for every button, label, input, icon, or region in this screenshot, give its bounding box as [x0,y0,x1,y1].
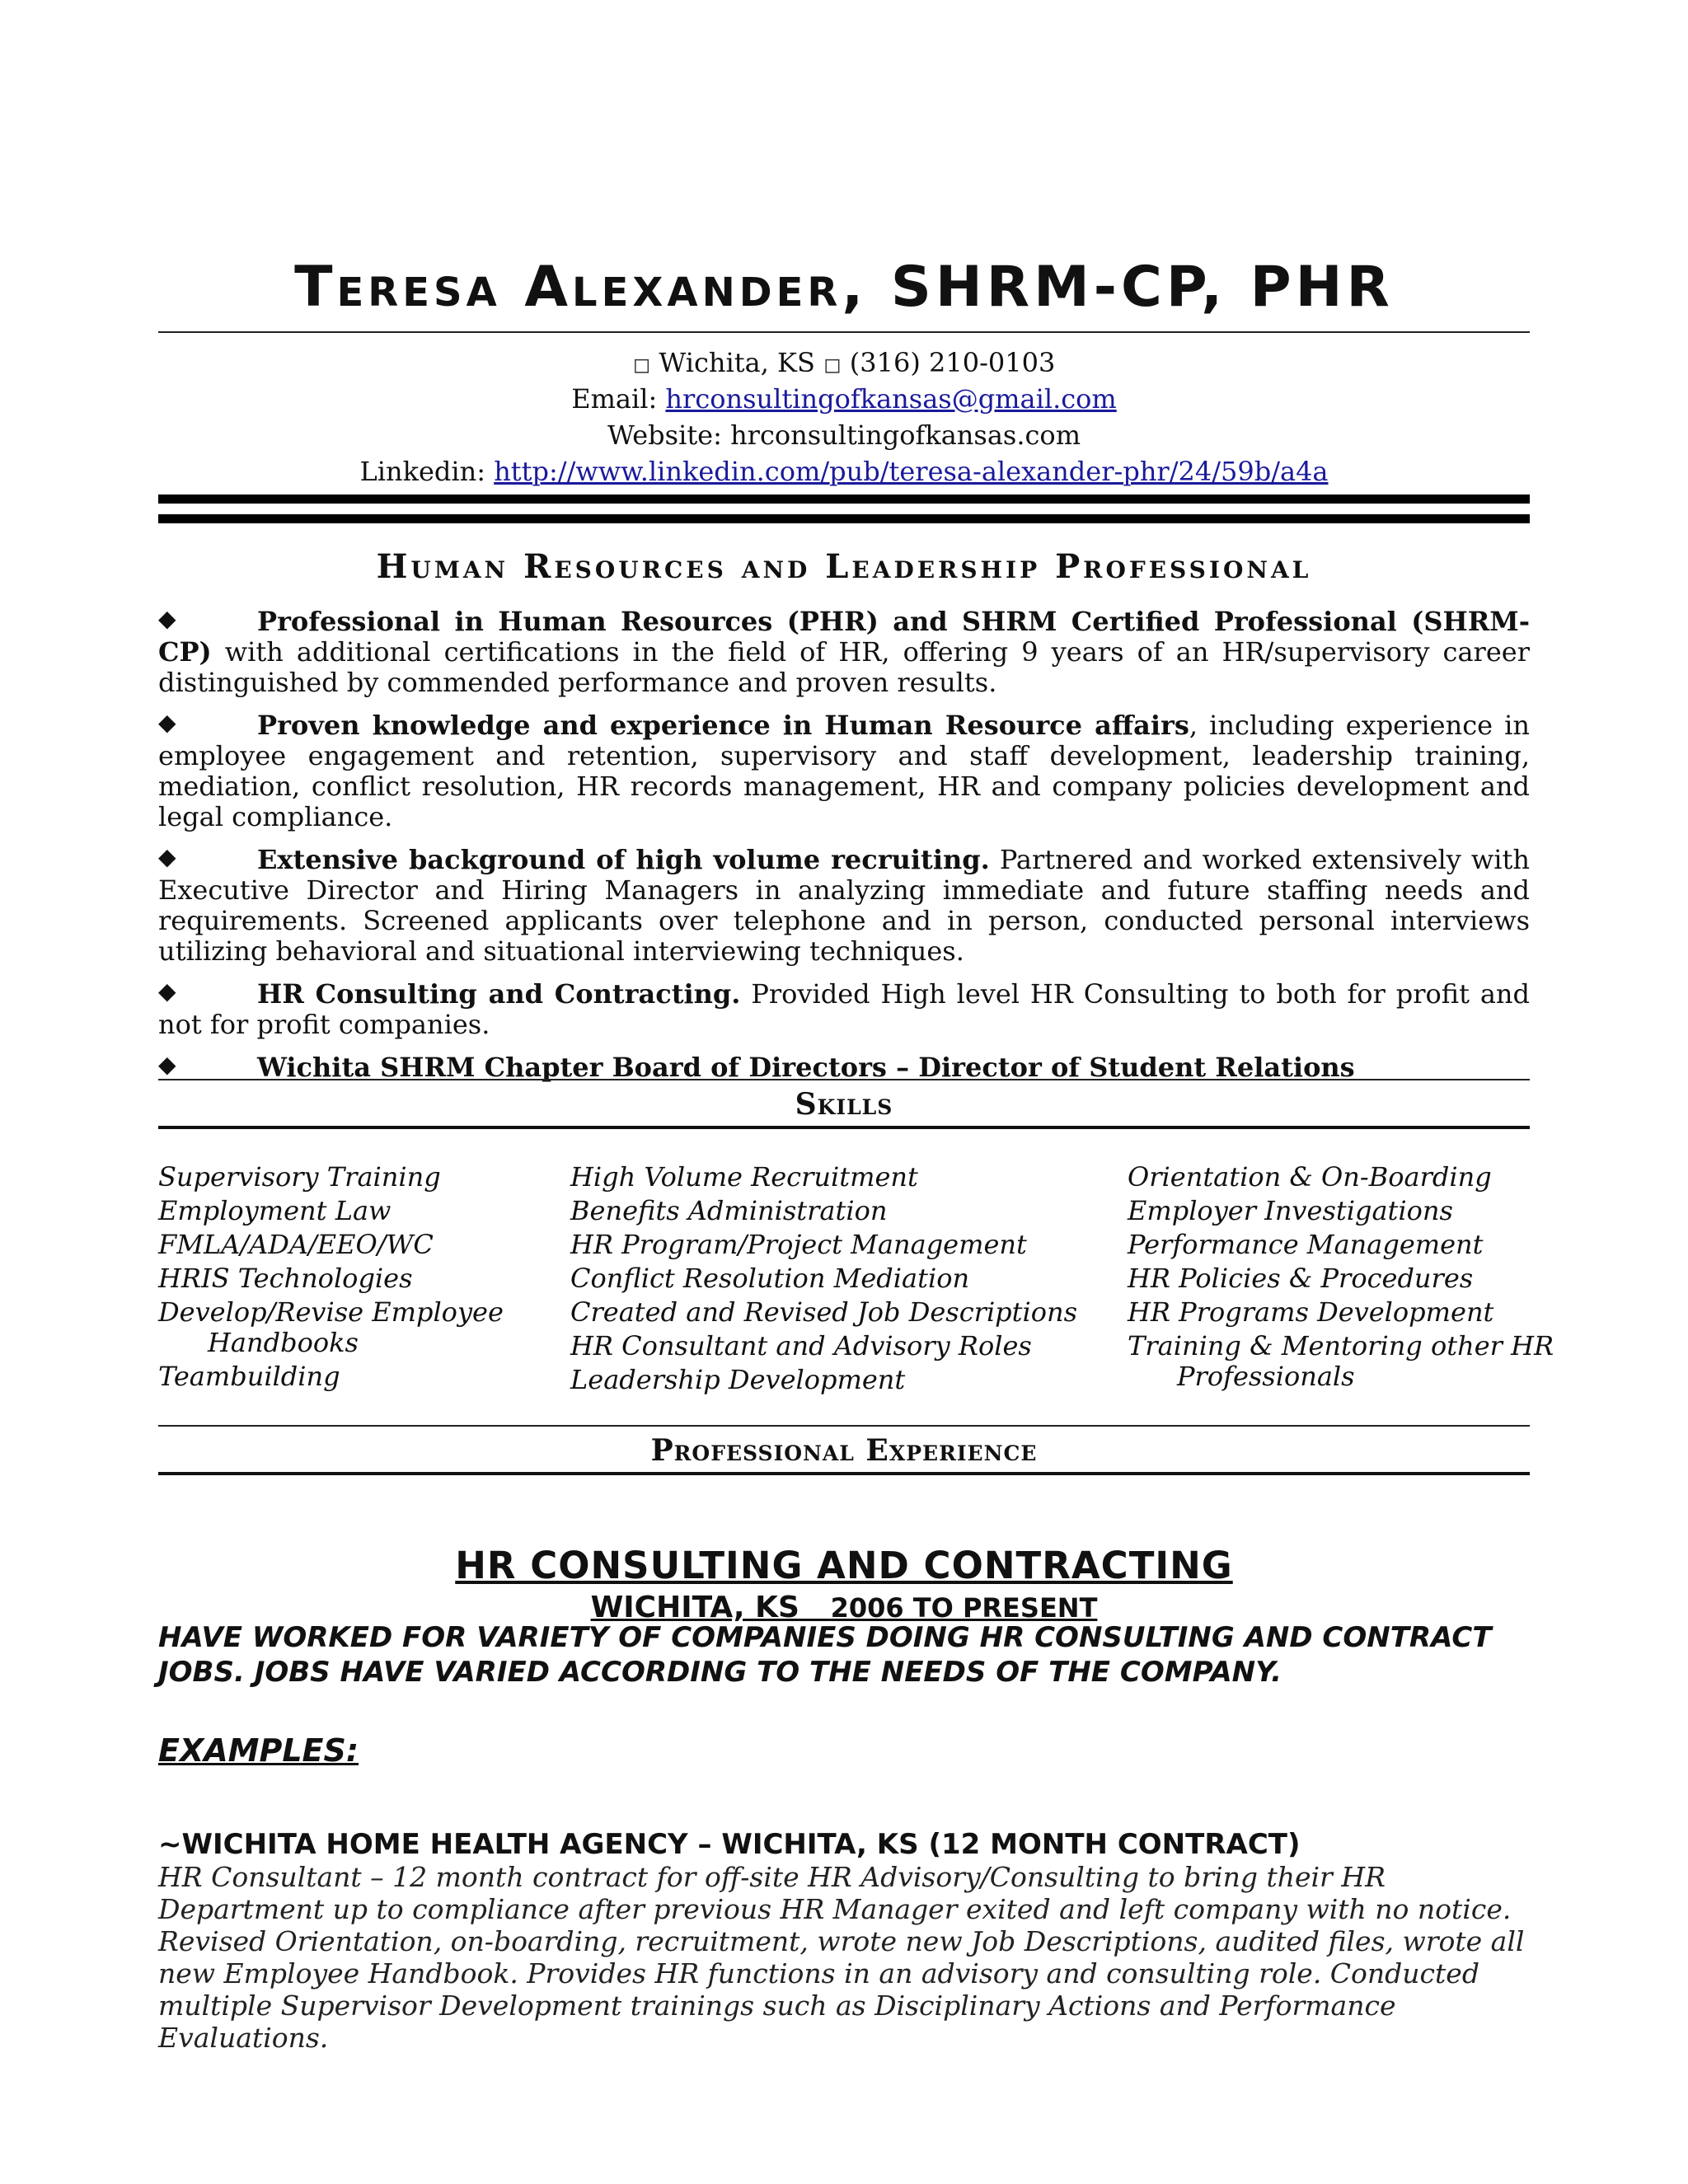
skills-divider-bottom [158,1126,1530,1129]
diamond-bullet-icon: ◆ [158,1051,176,1078]
candidate-name: Teresa Alexander, SHRM-CP, PHR [294,255,1394,320]
job-title: HR CONSULTING AND CONTRACTING [455,1544,1233,1587]
header-divider [158,331,1530,333]
skills-column-2 [570,1160,1077,1397]
diamond-bullet-icon: ◆ [158,977,176,1005]
contact-email [158,381,1530,417]
skills-title: Skills [795,1087,893,1122]
skill-item: Supervisory Training [158,1161,441,1193]
job-dates: 2006 TO PRESENT [830,1592,1098,1624]
contact-linkedin [158,453,1530,490]
diamond-bullet-icon: ◆ [158,605,176,632]
skill-item: HR Program/Project Management [570,1229,1027,1260]
skill-item: Develop/Revise Employee [158,1296,504,1328]
skills-divider-top [158,1079,1530,1080]
skills-column-3 [1128,1160,1554,1394]
diamond-bullet-icon: ◆ [158,843,176,870]
experience-divider-bottom [158,1472,1530,1475]
email-link[interactable]: hrconsultingofkansas@gmail.com [665,383,1117,415]
experience-divider-top [158,1425,1530,1427]
linkedin-link[interactable]: http://www.linkedin.com/pub/teresa-alexander-phr/24/59b/a4a [494,456,1329,487]
contact-website [158,417,1530,453]
double-rule-bottom [158,514,1530,523]
skill-item: Orientation & On-Boarding [1128,1161,1492,1193]
summary-bullet: ◆ HR Consulting and Contracting. Provided High level HR Consulting to both for profit and not for profit companies. [158,977,1531,1040]
skill-item: HR Programs Development [1128,1296,1494,1328]
skill-item-continued: Handbooks [208,1327,359,1358]
summary-bullet: ◆ Extensive background of high volume recruiting. Partnered and worked extensively with Executive Director and Hiring Managers in analyzing immediate and future staffing needs and requirements. Screened applicants over telephone and in person, conducted personal interviews utilizing behavioral and situational interviewing techniques. [158,843,1531,967]
example-entry-body: HR Consultant – 12 month contract for off-site HR Advisory/Consulting to bring their HR Department up to compliance after previous HR Manager exited and left company with no notice. Revised Orientation, on-boarding, recruitment, wrote new Job Descriptions, audited files, wrote all new Employee Handbook. Provides HR functions in an advisory and consulting role. Conducted multiple Supervisor Development trainings such as Disciplinary Actions and Performance Evaluations. [158,1861,1525,2054]
skill-item: HR Policies & Procedures [1128,1263,1474,1294]
summary-bullet: ◆ Wichita SHRM Chapter Board of Directors – Director of Student Relations [158,1051,1355,1083]
skill-item: Employer Investigations [1128,1195,1453,1226]
skill-item: Created and Revised Job Descriptions [570,1296,1078,1328]
skill-item: Leadership Development [570,1364,906,1395]
examples-label: EXAMPLES: [158,1732,359,1769]
summary-bullets [158,607,1530,1095]
skill-item: HR Consultant and Advisory Roles [570,1330,1032,1361]
phone: (316) 210-0103 [849,347,1056,378]
skill-item-continued: Professionals [1177,1361,1355,1392]
example-entry-heading: ~WICHITA HOME HEALTH AGENCY – WICHITA, KS (12 MONTH CONTRACT) [158,1828,1301,1861]
headline-title: Human Resources and Leadership Professional [376,547,1312,586]
skill-item: Training & Mentoring other HR [1128,1330,1554,1361]
summary-bullet: ◆ Professional in Human Resources (PHR) and SHRM Certified Professional (SHRM-CP) with additional certifications in the field of HR, offering 9 years of an HR/supervisory career distinguished by commended performance and proven results. [158,605,1530,698]
double-rule-top [158,494,1530,504]
summary-bullet: ◆ Proven knowledge and experience in Human Resource affairs, including experience in employee engagement and retention, supervisory and staff development, leadership training, mediation, conflict resolution, HR records management, HR and company policies development and legal compliance. [158,709,1531,832]
job-location: WICHITA, KS [590,1591,799,1624]
location: Wichita, KS [659,347,815,378]
diamond-bullet-icon: ◆ [158,709,176,736]
skill-item: Benefits Administration [570,1195,888,1226]
experience-title: Professional Experience [650,1433,1038,1468]
skill-item: Performance Management [1128,1229,1484,1260]
location-icon: ◻ [632,353,651,377]
linkedin-label: Linkedin: [359,456,486,487]
job-summary: HAVE WORKED FOR VARIETY OF COMPANIES DOING HR CONSULTING AND CONTRACT JOBS. JOBS HAVE VARIED ACCORDING TO THE NEEDS OF THE COMPANY. [158,1621,1492,1689]
contact-location-phone [158,344,1530,383]
skill-item: HRIS Technologies [158,1263,413,1294]
skills-column-1 [158,1160,504,1394]
skill-item: Teambuilding [158,1361,340,1392]
skill-item: Conflict Resolution Mediation [570,1263,970,1294]
website-label: Website: [607,419,722,451]
skill-item: High Volume Recruitment [570,1161,918,1193]
website: hrconsultingofkansas.com [730,419,1081,451]
skill-item: Employment Law [158,1195,392,1226]
skill-item: FMLA/ADA/EEO/WC [158,1229,434,1260]
email-label: Email: [571,383,658,415]
phone-icon: ◻ [823,353,842,377]
